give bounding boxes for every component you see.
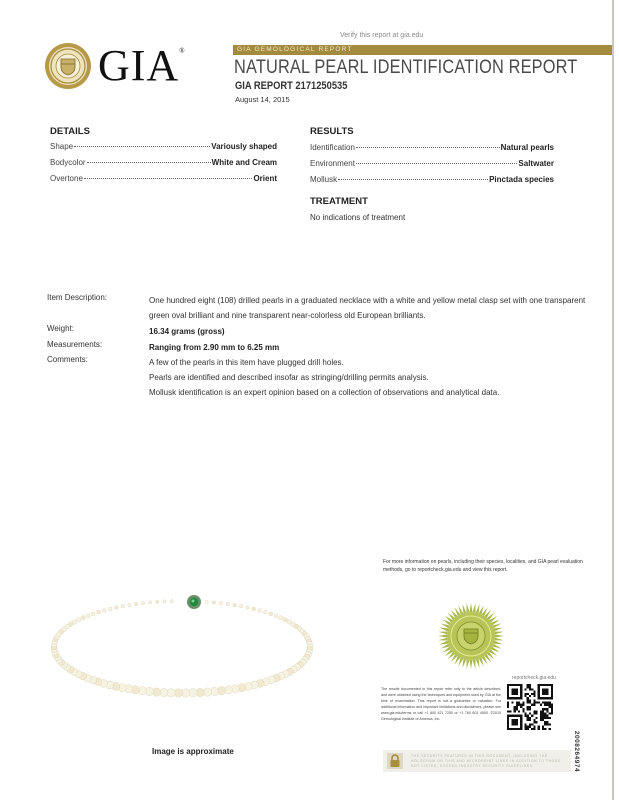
result-row-mollusk: Mollusk Pinctada species bbox=[310, 175, 554, 184]
seal-ray bbox=[466, 603, 469, 612]
seal-ray bbox=[462, 604, 466, 613]
seal-ray bbox=[495, 638, 504, 641]
pearl bbox=[102, 609, 106, 613]
gia-seal-icon bbox=[44, 42, 92, 90]
weight-row: Weight: 16.34 grams (gross) bbox=[47, 324, 225, 336]
comment-line: Pearls are identified and described insofar as stringing/drilling permits analysis. bbox=[149, 373, 429, 382]
pearl bbox=[121, 604, 125, 608]
pearl bbox=[258, 609, 262, 613]
seal-ray bbox=[470, 603, 473, 612]
seal-ray bbox=[438, 631, 447, 634]
image-caption: Image is approximate bbox=[152, 747, 234, 756]
pearl bbox=[205, 600, 208, 603]
detail-row-shape: Shape Variously shaped bbox=[50, 142, 277, 151]
measurements-row: Measurements: Ranging from 2.90 mm to 6.25 mm bbox=[47, 340, 280, 352]
comments-row: Comments: A few of the pearls in this item have plugged drill holes. Pearls are identified and described insofar as stringing/drilling permits analysis. Mollusk identification is an expert opinion based on a collection of observations and analytical data. bbox=[47, 355, 589, 400]
result-row-environment: Environment Saltwater bbox=[310, 159, 554, 168]
pearl bbox=[115, 606, 119, 610]
detail-row-bodycolor: Bodycolor White and Cream bbox=[50, 158, 277, 167]
lock-icon bbox=[387, 753, 403, 769]
report-title: NATURAL PEARL IDENTIFICATION REPORT bbox=[234, 57, 578, 78]
pearl bbox=[72, 620, 76, 624]
page-edge bbox=[612, 0, 614, 800]
seal-ray bbox=[466, 660, 469, 669]
qr-code-icon[interactable] bbox=[507, 684, 553, 730]
pearl bbox=[274, 614, 278, 618]
pearl bbox=[148, 601, 151, 604]
report-date: August 14, 2015 bbox=[235, 95, 290, 104]
seal-ray bbox=[494, 641, 503, 645]
pearl bbox=[252, 607, 256, 611]
seal-ray bbox=[495, 631, 504, 634]
gia-logo bbox=[44, 42, 186, 90]
pearl bbox=[283, 618, 287, 622]
disclaimer-text: The results documented in this report refer only to the article described, and were obtained using the techniques and equipment used by GIA at the time of examination. This report is not a guarantee or valuation. For additional information and important limitations and disclaimers, please see www.gia.edu/terms or call +1 800 421 7250 or +1 760 603 4500. ©2015 Gemological Institute of America, Inc. bbox=[381, 687, 501, 721]
seal-ray bbox=[438, 635, 447, 638]
seal-ray bbox=[462, 659, 466, 668]
pearl bbox=[81, 616, 85, 620]
pearl bbox=[128, 603, 131, 606]
pearl bbox=[86, 614, 90, 618]
details-heading: DETAILS bbox=[50, 126, 90, 137]
more-info-text: For more information on pearls, including their species, localities, and GIA pearl evaluation methods, go to reportcheck.gia.edu and view this report. bbox=[383, 559, 583, 573]
security-feature-box bbox=[383, 750, 571, 772]
pearl bbox=[77, 618, 81, 622]
report-type-band: GIA GEMOLOGICAL REPORT bbox=[233, 45, 612, 55]
pearl bbox=[170, 600, 173, 603]
gia-wordmark: GIA® bbox=[98, 41, 186, 90]
report-number: GIA REPORT 2171250535 bbox=[235, 80, 348, 92]
clasp-icon bbox=[187, 595, 201, 609]
pearl bbox=[233, 603, 236, 606]
pearl bbox=[141, 602, 144, 605]
seal-ray bbox=[473, 603, 476, 612]
pearl bbox=[156, 600, 159, 603]
pearl bbox=[163, 600, 166, 603]
treatment-heading: TREATMENT bbox=[310, 196, 368, 207]
hologram-seal-icon bbox=[437, 602, 505, 670]
serial-number: 2008264974 bbox=[573, 730, 581, 773]
comment-line: A few of the pearls in this item have plugged drill holes. bbox=[149, 358, 344, 367]
security-text: THE SECURITY FEATURES IN THIS DOCUMENT, INCLUDING THE HOLOGRAM ON THIS AND MICROPRINT LINES IN ADDITION TO THOSE NOT LISTED, EXCEED INDUSTRY SECURITY GUIDELINES. bbox=[411, 753, 561, 768]
seal-ray bbox=[439, 627, 448, 631]
seal-ray bbox=[438, 638, 447, 641]
pearl bbox=[239, 604, 243, 608]
pearl bbox=[182, 689, 190, 697]
seal-ray bbox=[439, 641, 448, 645]
pearl-necklace-image bbox=[42, 585, 322, 705]
verify-link[interactable]: Verify this report at gia.edu bbox=[340, 32, 424, 39]
seal-ray bbox=[494, 627, 503, 631]
pearl bbox=[108, 607, 112, 611]
pearl bbox=[219, 602, 222, 605]
pearl bbox=[212, 601, 215, 604]
treatment-text: No indications of treatment bbox=[310, 213, 406, 222]
pearl bbox=[97, 610, 101, 614]
results-heading: RESULTS bbox=[310, 126, 354, 137]
comment-line: Mollusk identification is an expert opinion based on a collection of observations and analytical data. bbox=[149, 388, 500, 397]
qr-url[interactable]: reportcheck.gia.edu bbox=[512, 675, 556, 681]
pearl bbox=[263, 610, 267, 614]
seal-ray bbox=[473, 660, 476, 669]
pearl bbox=[135, 602, 138, 605]
pearl bbox=[91, 612, 95, 616]
item-description: Item Description: One hundred eight (108) drilled pearls in a graduated necklace with a white and yellow metal clasp set with one transparent green oval brilliant and nine transparent near-colorless old European brilliants. bbox=[47, 293, 586, 320]
seal-ray bbox=[495, 635, 504, 638]
pearl bbox=[246, 606, 250, 610]
seal-ray bbox=[470, 660, 473, 669]
pearl bbox=[226, 602, 229, 605]
pearl bbox=[160, 688, 168, 696]
detail-row-overtone: Overtone Orient bbox=[50, 174, 277, 183]
pearl bbox=[203, 688, 211, 696]
seal-ray bbox=[476, 604, 480, 613]
seal-ray bbox=[476, 659, 480, 668]
result-row-identification: Identification Natural pearls bbox=[310, 143, 554, 152]
pearl bbox=[279, 616, 283, 620]
pearl bbox=[269, 612, 273, 616]
